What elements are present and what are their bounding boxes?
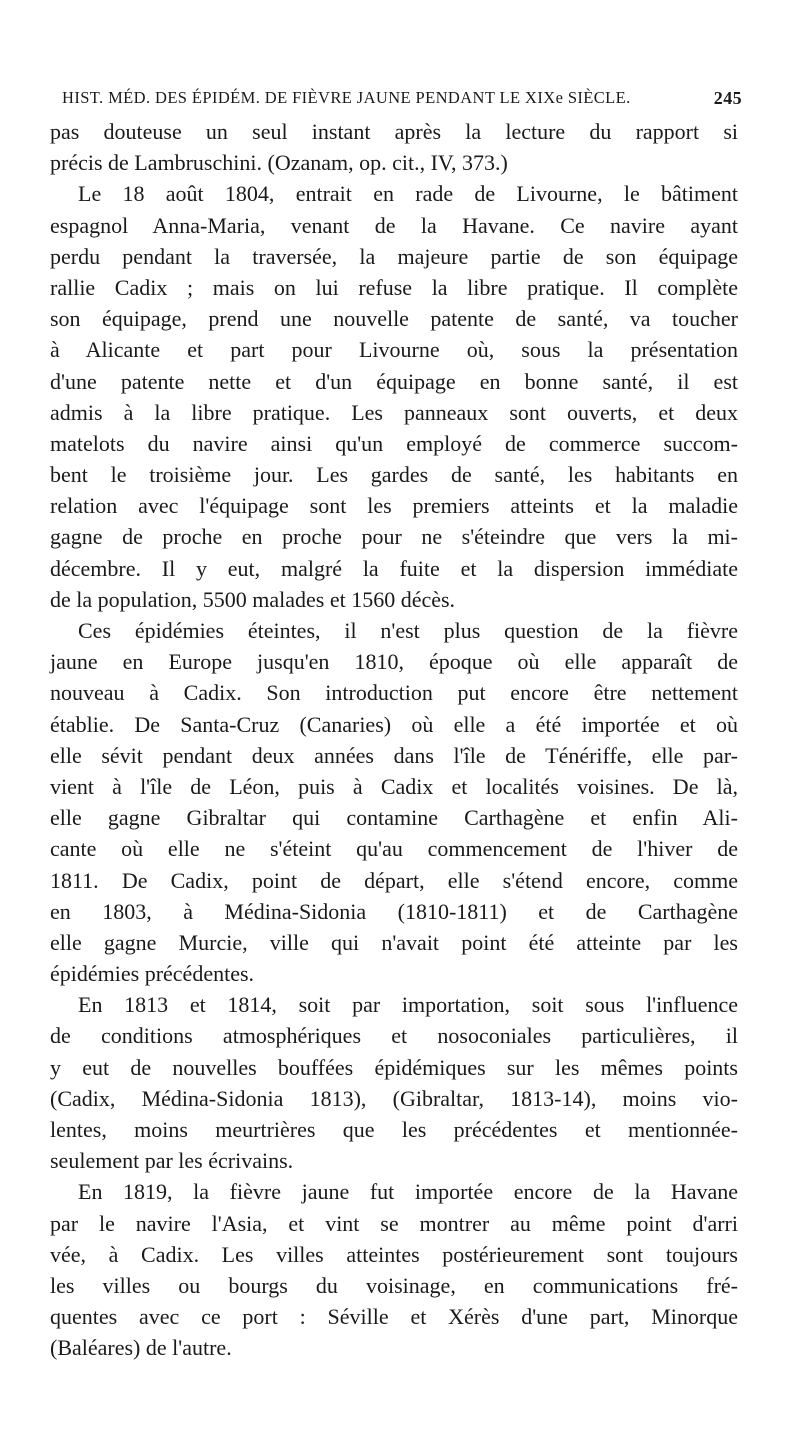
text-line: elle gagne Gibraltar qui contamine Carthagène et enfin Ali- (50, 805, 738, 831)
text-line: y eut de nouvelles bouffées épidémiques sur les mêmes points (50, 1054, 738, 1080)
text-line: établie. De Santa-Cruz (Canaries) où elle a été importée et où (50, 711, 738, 737)
text-line: jaune en Europe jusqu'en 1810, époque où elle apparaît de (50, 649, 738, 675)
text-line: pas douteuse un seul instant après la lecture du rapport si (50, 119, 738, 144)
text-line: nouveau à Cadix. Son introduction put encore être nettement (50, 680, 738, 706)
text-line: relation avec l'équipage sont les premiers atteints et la maladie (50, 493, 738, 519)
text-line: En 1813 et 1814, soit par importation, soit sous l'influence (78, 992, 738, 1018)
text-line: en 1803, à Médina-Sidonia (1810-1811) et de Carthagène (50, 898, 738, 924)
text-line: son équipage, prend une nouvelle patente de santé, va toucher (50, 306, 738, 332)
text-line: En 1819, la fièvre jaune fut importée encore de la Havane (78, 1179, 738, 1205)
text-line: cante où elle ne s'éteint qu'au commencement de l'hiver de (50, 836, 738, 862)
text-line: d'une patente nette et d'un équipage en bonne santé, il est (50, 368, 738, 394)
page-number: 245 (713, 88, 742, 108)
text-line: (Baléares) de l'autre. (50, 1335, 232, 1361)
text-line: espagnol Anna-Maria, venant de la Havane. Ce navire ayant (50, 212, 738, 238)
running-head (62, 88, 742, 109)
text-line: bent le troisième jour. Les gardes de santé, les habitants en (50, 462, 738, 488)
body-text (50, 116, 738, 1364)
text-line: matelots du navire ainsi qu'un employé de commerce succom- (50, 430, 738, 456)
text-line: rallie Cadix ; mais on lui refuse la libre pratique. Il complète (50, 274, 738, 300)
text-line: (Cadix, Médina-Sidonia 1813), (Gibraltar, 1813-14), moins vio- (50, 1085, 738, 1111)
text-line: Le 18 août 1804, entrait en rade de Livourne, le bâtiment (78, 181, 738, 207)
text-line: décembre. Il y eut, malgré la fuite et la dispersion immédiate (50, 555, 738, 581)
text-line: par le navire l'Asia, et vint se montrer au même point d'arri (50, 1210, 738, 1236)
text-line: précis de Lambruschini. (Ozanam, op. cit., IV, 373.) (50, 150, 508, 176)
text-line: Ces épidémies éteintes, il n'est plus question de la fièvre (78, 618, 738, 643)
text-line: gagne de proche en proche pour ne s'éteindre que vers la mi- (50, 524, 738, 550)
text-line: elle gagne Murcie, ville qui n'avait point été atteinte par les (50, 929, 738, 955)
text-line: épidémies précédentes. (50, 961, 255, 987)
text-line: quentes avec ce port : Séville et Xérès d'une part, Minorque (50, 1304, 738, 1330)
text-line: lentes, moins meurtrières que les précédentes et mentionnée- (50, 1117, 738, 1142)
text-line: les villes ou bourgs du voisinage, en communications fré- (50, 1272, 738, 1298)
text-line: à Alicante et part pour Livourne où, sous la présentation (50, 337, 738, 363)
text-line: elle sévit pendant deux années dans l'île de Ténériffe, elle par- (50, 742, 738, 768)
running-title: HIST. MÉD. DES ÉPIDÉM. DE FIÈVRE JAUNE PENDANT LE XIXe SIÈCLE. (62, 88, 631, 107)
text-line: de la population, 5500 malades et 1560 décès. (50, 586, 456, 612)
text-line: perdu pendant la traversée, la majeure partie de son équipage (50, 243, 738, 269)
text-line: vée, à Cadix. Les villes atteintes postérieurement sont toujours (50, 1241, 738, 1267)
text-line: de conditions atmosphériques et nosoconiales particulières, il (50, 1023, 738, 1049)
text-line: seulement par les écrivains. (50, 1148, 294, 1174)
text-line: 1811. De Cadix, point de départ, elle s'étend encore, comme (50, 867, 738, 893)
text-line: admis à la libre pratique. Les panneaux sont ouverts, et deux (50, 399, 738, 425)
text-line: vient à l'île de Léon, puis à Cadix et localités voisines. De là, (50, 773, 738, 799)
